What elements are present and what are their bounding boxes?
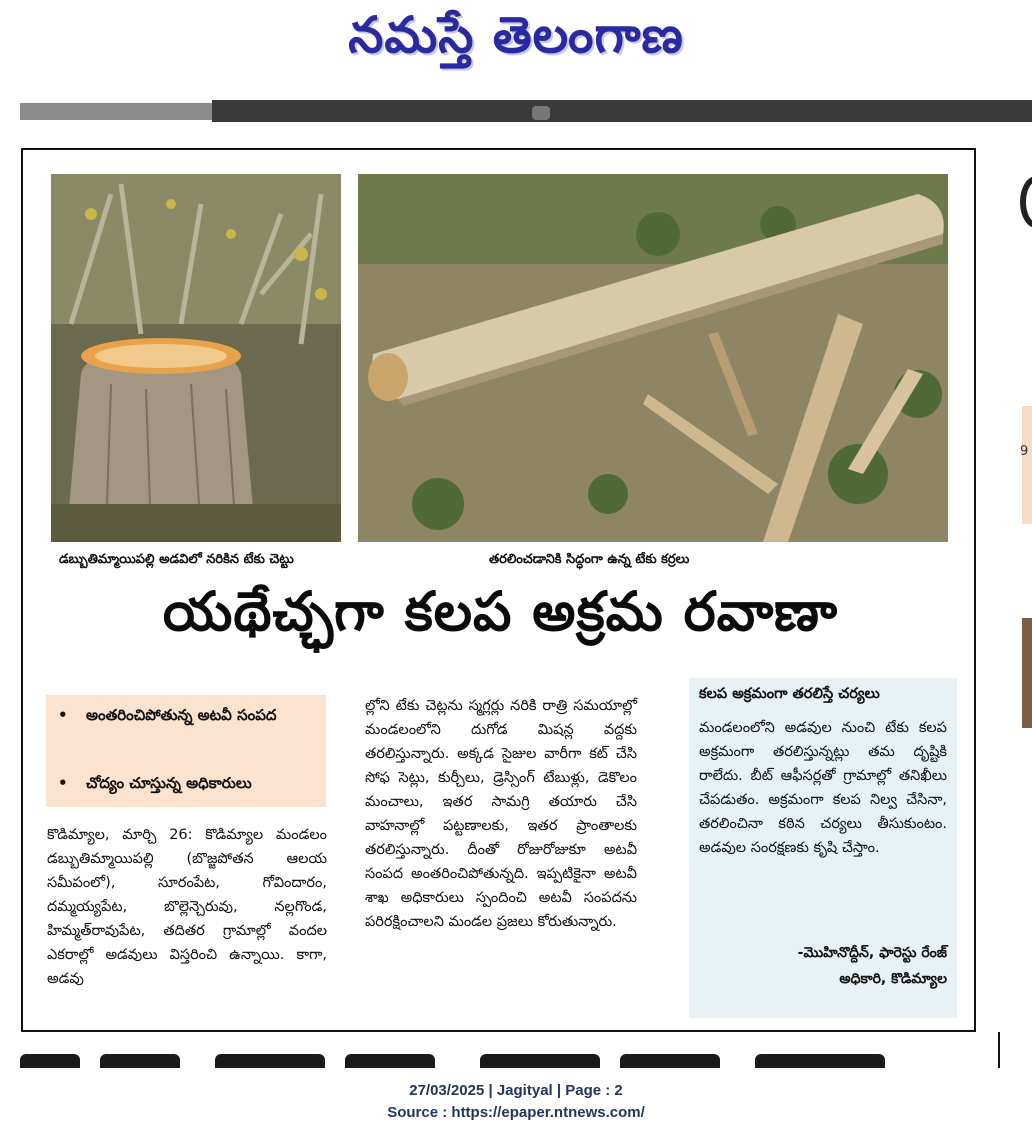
- quote-box-body: మండలంలోని అడవుల నుంచి టేకు కలప అక్రమంగా తరలిస్తున్నట్లు తమ దృష్టికి రాలేదు. బీట్ ఆఫీసర్లతో గ్రామాల్లో తనిఖీలు చేపడుతం. అక్రమంగా కలప నిల్వ చేసినా, తరలించినా కఠిన చర్యలు తీసుకుంటం. అడవుల సంరక్షణకు కృషి చేస్తాం.: [699, 720, 947, 856]
- quote-signature: -మొహినొద్దీన్, ఫారెస్టు రేంజ్ అధికారి, కొడిమ్యాల: [797, 945, 947, 987]
- teak-logs-photo: [358, 174, 948, 542]
- highlights-box: • అంతరించిపోతున్న అటవీ సంపద • చోద్యం చూస్తున్న అధికారులు: [46, 695, 326, 807]
- quote-box-title: కలప అక్రమంగా తరలిస్తే చర్యలు: [699, 686, 880, 702]
- source-link[interactable]: Source : https://epaper.ntnews.com/: [387, 1104, 645, 1121]
- masthead: [0, 0, 1032, 92]
- bullet-icon: •: [58, 706, 68, 724]
- newspaper-logo: నమస్తే తెలంగాణ: [348, 6, 684, 64]
- body-column-2: ల్లోని టేకు చెట్లను స్మగ్లర్లు నరికి రాత్రి సమయాల్లో మండలంలోని దుగోడ మిషన్ల వద్దకు తరలిస్తున్నారు. అక్కడ సైజుల వారీగా కట్ చేసి సోఫ సెట్లు, కుర్చీలు, డ్రెస్సింగ్ టేబుళ్లు, డెకొలం మంచాలు, ఇతర సామగ్రి తయారు చేసి వాహనాల్లో పట్టణాలకు, ఇతర ప్రాంతాలకు తరలిస్తున్నారు. దీంతో రోజురోజుకూ అటవీ సంపద అంతరించిపోతున్నది. ఇప్పటికైనా అటవీ శాఖ అధికారులు స్పందించి అటవీ సంపదను పరిరక్షించాలని మండల ప్రజలు కోరుతున్నారు.: [365, 698, 637, 930]
- tree-stump-photo: [51, 174, 341, 542]
- headline: యథేచ్ఛగా కలప అక్రమ రవాణా: [162, 580, 839, 643]
- adjacent-article-fragment: 9: [1000, 148, 1032, 1068]
- next-headline-fragment: [20, 1048, 1000, 1068]
- page-footer: [0, 1080, 1032, 1124]
- photo-caption-left: డబ్బుతిమ్మాయిపల్లి అడవిలో నరికిన టేకు చెట్టు: [59, 552, 294, 567]
- photo-caption-right: తరలించడానికి సిద్ధంగా ఉన్న టేకు కర్రలు: [489, 552, 690, 567]
- bullet-icon: •: [58, 774, 68, 792]
- official-quote-box: [689, 678, 957, 1018]
- edition-info: 27/03/2025 | Jagityal | Page : 2: [409, 1082, 623, 1099]
- body-column-1: కొడిమ్యాల, మార్చి 26: కొడిమ్యాల మండలం డబ్బుతిమ్మాయిపల్లి (బొజ్జపోతన ఆలయ సమీపంలో), సూరంపేట, గోవిందారం, దమ్మయ్యపేట, బొల్లెన్చెరువు, నల్లగొండ, హిమ్మత్‌రావుపేట, తదితర గ్రామాల్లో వందల ఎకరాల్లో అడవులు విస్తరించి ఉన్నాయి. కాగా, అడవు: [47, 827, 327, 987]
- article-box: [21, 148, 976, 1032]
- section-header-bar: [212, 100, 1032, 122]
